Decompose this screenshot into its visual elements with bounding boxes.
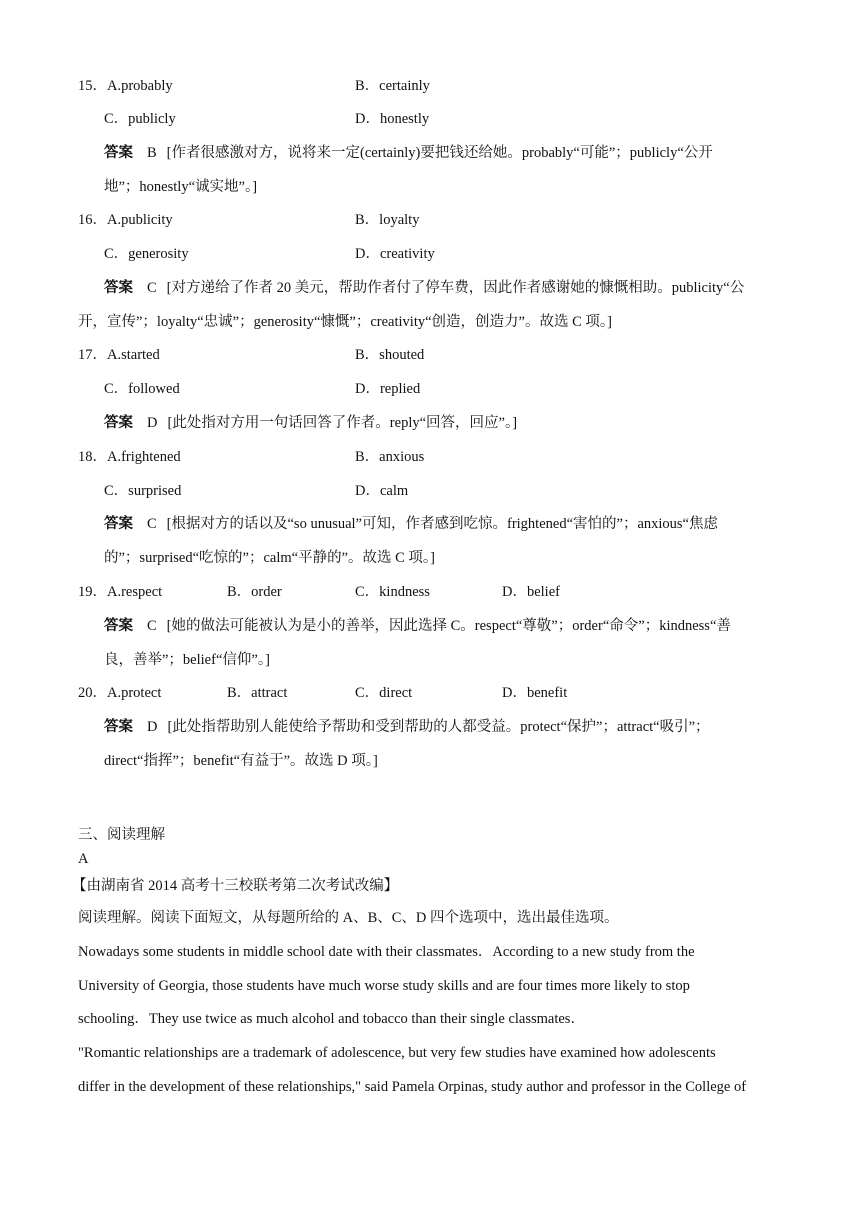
- q16-option-d: D．creativity: [355, 246, 435, 262]
- q18-explanation-cont: 的”；surprised“吃惊的”；calm“平静的”。故选 C 项。]: [104, 550, 436, 566]
- q18-option-d: D．calm: [355, 483, 409, 499]
- answer-explanation: [此处指帮助别人能使给予帮助和受到帮助的人都受益。protect“保护”；attract“吸引”；: [167, 719, 710, 735]
- q19-explanation-cont: 良，善举”；belief“信仰”。]: [104, 652, 270, 668]
- passage-paragraph-1: [78, 936, 783, 1037]
- answer-letter: B: [147, 145, 157, 161]
- answer-label: 答案: [104, 415, 133, 431]
- passage-line: schooling．They use twice as much alcohol and tobacco than their single classmates．: [78, 1011, 585, 1027]
- q18-answer-line: [104, 514, 718, 534]
- answer-letter: D: [147, 719, 158, 735]
- q16-answer-line: [104, 278, 744, 298]
- q16-option-b: B．loyalty: [355, 212, 420, 228]
- q16-option-a: 16．A.publicity: [78, 212, 173, 228]
- answer-label: 答案: [104, 280, 133, 296]
- q17-option-b: B．shouted: [355, 347, 425, 363]
- q15-option-d: D．honestly: [355, 111, 430, 127]
- q20-option-a: 20．A.protect: [78, 685, 162, 701]
- answer-label: 答案: [104, 516, 133, 532]
- q15-option-c: C．publicly: [104, 111, 176, 127]
- passage-line: Nowadays some students in middle school date with their classmates．According to a new study from the: [78, 944, 695, 960]
- q20-answer-line: [104, 717, 710, 737]
- passage-paragraph-2: [78, 1037, 783, 1104]
- answer-explanation: [作者很感激对方，说将来一定(certainly)要把钱还给她。probably“可能”；publicly“公开: [166, 145, 713, 161]
- q18-option-c: C．surprised: [104, 483, 182, 499]
- answer-label: 答案: [104, 618, 133, 634]
- q17-answer-line: [104, 413, 517, 433]
- q15-explanation-cont: 地”；honestly“诚实地”。]: [104, 179, 258, 195]
- answer-label: 答案: [104, 719, 133, 735]
- q20-explanation-cont: direct“指挥”；benefit“有益于”。故选 D 项。]: [104, 753, 378, 769]
- q19-option-c: C．kindness: [355, 584, 430, 600]
- answer-letter: C: [147, 516, 157, 532]
- answer-explanation: [对方递给了作者 20 美元，帮助作者付了停车费，因此作者感谢她的慷慨相助。publicity“公: [166, 280, 745, 296]
- q16-explanation-cont: 开，宣传”；loyalty“忠诚”；generosity“慷慨”；creativity“创造，创造力”。故选 C 项。]: [78, 314, 612, 330]
- passage-line: "Romantic relationships are a trademark of adolescence, but very few studies have examined how adolescents: [78, 1045, 716, 1061]
- q19-answer-line: [104, 616, 731, 636]
- q15-option-b: B．certainly: [355, 78, 430, 94]
- q15-answer-line: [104, 143, 713, 163]
- answer-letter: C: [147, 280, 157, 296]
- answer-label: 答案: [104, 145, 133, 161]
- answer-explanation: [她的做法可能被认为是小的善举，因此选择 C。respect“尊敬”；order“命令”；kindness“善: [166, 618, 731, 634]
- answer-explanation: [根据对方的话以及“so unusual”可知，作者感到吃惊。frightened“害怕的”；anxious“焦虑: [166, 516, 718, 532]
- q16-option-c: C．generosity: [104, 246, 189, 262]
- passage-line: University of Georgia, those students have much worse study skills and are four times more likely to stop: [78, 977, 690, 994]
- q20-option-d: D．benefit: [502, 685, 568, 701]
- q18-option-b: B．anxious: [355, 449, 425, 465]
- source-note: 【由湖南省 2014 高考十三校联考第二次考试改编】: [72, 878, 399, 894]
- q20-option-c: C．direct: [355, 685, 413, 701]
- q17-option-c: C．followed: [104, 381, 180, 397]
- q19-option-d: D．belief: [502, 584, 560, 600]
- section-subheading: A: [78, 851, 89, 867]
- section-heading: 三、阅读理解: [78, 827, 165, 843]
- q17-option-a: 17．A.started: [78, 347, 160, 363]
- passage-line: differ in the development of these relationships," said Pamela Orpinas, study author and professor in the College of: [78, 1078, 747, 1095]
- q19-option-a: 19．A.respect: [78, 584, 163, 600]
- answer-explanation: [此处指对方用一句话回答了作者。reply“回答，回应”。]: [167, 415, 518, 431]
- q17-option-d: D．replied: [355, 381, 421, 397]
- answer-letter: D: [147, 415, 158, 431]
- q18-option-a: 18．A.frightened: [78, 449, 181, 465]
- q15-option-a: 15．A.probably: [78, 78, 173, 94]
- answer-letter: C: [147, 618, 157, 634]
- q20-option-b: B．attract: [227, 685, 288, 701]
- instruction-text: 阅读理解。阅读下面短文，从每题所给的 A、B、C、D 四个选项中，选出最佳选项。: [78, 910, 619, 926]
- q19-option-b: B．order: [227, 584, 282, 600]
